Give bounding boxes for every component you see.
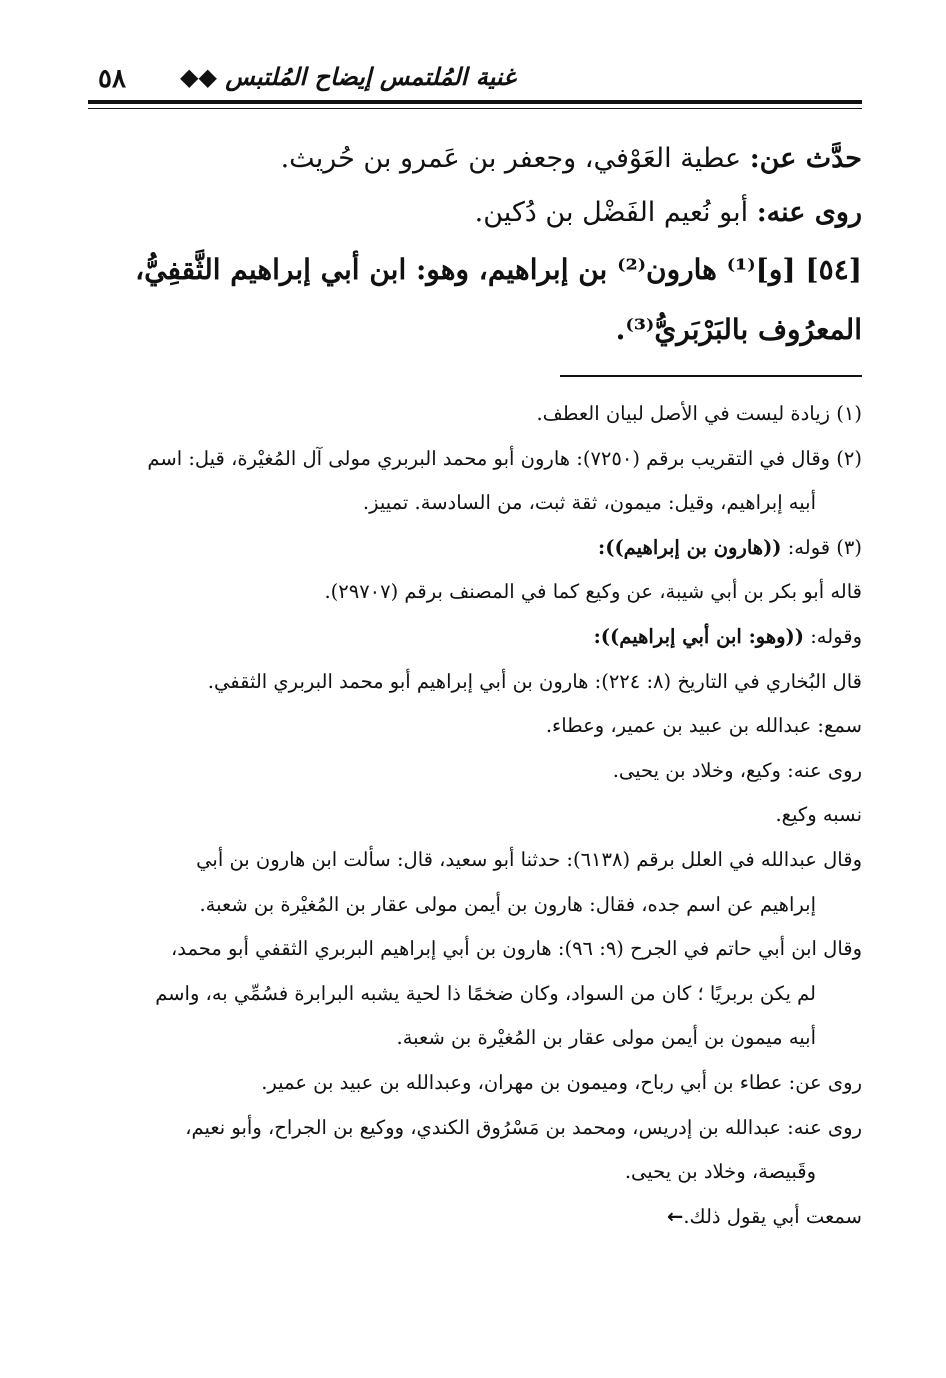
footnote-line: أبيه ميمون بن أيمن مولى عقار بن المُغيْرة بن شعبة. xyxy=(396,1026,816,1050)
footnote-text: سمعت أبي يقول ذلك. xyxy=(683,1204,862,1228)
footnote-separator xyxy=(560,375,862,377)
page-number: ٥٨ xyxy=(98,64,126,94)
main-text-2: أبو نُعيم الفَضْل بن دُكين. xyxy=(474,197,757,228)
footnote-quote: ((وهو: ابن أبي إبراهيم)): xyxy=(593,624,805,648)
footnote-line: وقَبيصة، وخلاد بن يحيى. xyxy=(624,1160,816,1184)
footnote-lead: (٣) قوله: xyxy=(781,535,862,559)
footnote-line: (٢) وقال في التقريب برقم (٧٢٥٠): هارون أبو محمد البربري مولى آل المُغيْرة، قيل: اسم xyxy=(147,446,862,470)
footnote-line: سمع: عبدالله بن عبيد بن عمير، وعطاء. xyxy=(545,714,862,738)
footnotes xyxy=(80,392,862,1239)
main-label-2: روى عنه: xyxy=(756,197,862,228)
continue-arrow-icon: ← xyxy=(667,1204,684,1228)
footnote-line: إبراهيم عن اسم جده، فقال: هارون بن أيمن مولى عقار بن المُغيْرة بن شعبة. xyxy=(199,892,816,916)
main-line-1 xyxy=(88,132,862,186)
main-line-4: المعرُوف بالبَرْبَريُّ⁽³⁾. xyxy=(615,313,862,346)
footnote-line: نسبه وكيع. xyxy=(775,803,862,827)
footnote-line: وقال ابن أبي حاتم في الجرح (٩: ٩٦): هارون بن أبي إبراهيم البربري الثقفي أبو محمد، xyxy=(170,937,862,961)
footnote-line: أبيه إبراهيم، وقيل: ميمون، ثقة ثبت، من السادسة. تمييز. xyxy=(362,491,816,515)
header-rule-thick xyxy=(88,100,862,104)
footnote-line: (١) زيادة ليست في الأصل لبيان العطف. xyxy=(536,402,862,425)
main-text xyxy=(88,132,862,360)
footnote-lead: وقوله: xyxy=(804,624,862,648)
footnote-line: روى عن: عطاء بن أبي رباح، وميمون بن مهران، وعبدالله بن عبيد بن عمير. xyxy=(261,1070,862,1094)
running-title: غنية المُلتمس إيضاح المُلتبس ◆◆ xyxy=(180,62,516,91)
footnote-line: روى عنه: عبدالله بن إدريس، ومحمد بن مَسْرُوق الكندي، ووكيع بن الجراح، وأبو نعيم، xyxy=(185,1115,862,1139)
footnote-line: روى عنه: وكيع، وخلاد بن يحيى. xyxy=(612,758,862,782)
main-line-2 xyxy=(88,186,862,240)
footnote-line: وقال عبدالله في العلل برقم (٦١٣٨): حدثنا أبو سعيد، قال: سألت ابن هارون بن أبي xyxy=(196,847,862,871)
footnote-line xyxy=(80,615,862,660)
footnote-line xyxy=(80,1195,862,1240)
footnote-quote: ((هارون بن إبراهيم)): xyxy=(598,535,782,559)
page-header xyxy=(88,56,862,96)
footnote-line: قاله أبو بكر بن أبي شيبة، عن وكيع كما في المصنف برقم (٢٩٧٠٧). xyxy=(324,580,862,604)
footnote-line: قال البُخاري في التاريخ (٨: ٢٢٤): هارون بن أبي إبراهيم أبو محمد البربري الثقفي. xyxy=(207,669,862,693)
main-line-3: [٥٤] [و]⁽¹⁾ هارون⁽²⁾ بن إبراهيم، وهو: ابن أبي إبراهيم الثَّقفِيُّ، xyxy=(135,253,862,286)
footnote-line: لم يكن بربريًا ؛ كان من السواد، وكان ضخمًا ذا لحية يشبه البرابرة فسُمِّي به، واسم xyxy=(155,981,816,1005)
main-text-1: عطية العَوْفي، وجعفر بن عَمرو بن حُريث. xyxy=(280,143,750,174)
header-rule-thin xyxy=(88,108,862,109)
footnote-line xyxy=(80,526,862,571)
main-label-1: حدَّث عن: xyxy=(749,143,862,174)
